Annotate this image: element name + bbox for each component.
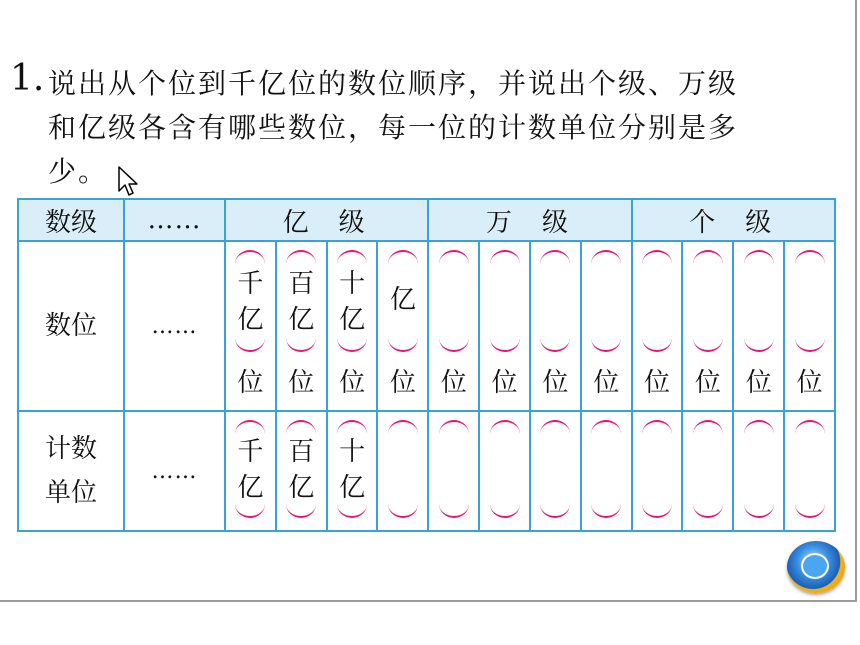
close-bracket-mark <box>286 504 316 518</box>
counting-unit-cell <box>377 411 428 531</box>
counting-unit-label-line: 单位 <box>44 478 97 508</box>
digit-place-suffix: 位 <box>694 368 721 398</box>
digit-place-cell <box>682 241 733 411</box>
place-value-table <box>17 198 836 532</box>
close-bracket-mark <box>744 338 774 352</box>
open-bracket-mark <box>337 420 367 434</box>
header-ellipsis: …… <box>124 199 225 241</box>
close-bracket-mark <box>795 338 825 352</box>
question-line-1: 说出从个位到千亿位的数位顺序，并说出个级、万级 <box>48 67 739 100</box>
counting-unit-bracket <box>531 412 580 530</box>
close-bracket-mark <box>388 338 418 352</box>
digit-place-suffix: 位 <box>389 368 416 398</box>
counting-unit-ellipsis: …… <box>124 411 225 531</box>
close-bracket-mark <box>591 338 621 352</box>
digit-place-bracket <box>785 242 834 410</box>
digit-place-suffix: 位 <box>440 368 467 398</box>
open-bracket-mark <box>439 250 469 264</box>
close-bracket-mark <box>540 504 570 518</box>
digit-place-cell <box>784 241 835 411</box>
digit-place-cell <box>733 241 784 411</box>
counting-unit-bracket <box>683 412 732 530</box>
close-bracket-mark <box>235 338 265 352</box>
counting-unit-label <box>18 411 124 531</box>
counting-unit-cell <box>479 411 530 531</box>
open-bracket-mark <box>337 250 367 264</box>
digit-place-suffix: 位 <box>339 368 366 398</box>
header-wan-level: 万级 <box>428 199 631 241</box>
open-bracket-mark <box>540 250 570 264</box>
digit-place-suffix: 位 <box>644 368 671 398</box>
counting-unit-bracket <box>328 412 377 530</box>
digit-place-suffix: 位 <box>288 368 315 398</box>
close-bracket-mark <box>795 504 825 518</box>
digit-place-text: 亿 <box>389 285 416 315</box>
counting-unit-bracket <box>480 412 529 530</box>
question-line-2: 和亿级各含有哪些数位，每一位的计数单位分别是多 <box>48 111 739 144</box>
open-bracket-mark <box>540 420 570 434</box>
digit-place-cell <box>428 241 479 411</box>
open-bracket-mark <box>642 250 672 264</box>
close-bracket-mark <box>642 338 672 352</box>
counting-unit-text: 百 亿 <box>288 437 315 503</box>
open-bracket-mark <box>795 420 825 434</box>
digit-place-text: 千 亿 <box>237 269 264 335</box>
close-bracket-mark <box>642 504 672 518</box>
open-bracket-mark <box>490 250 520 264</box>
digit-place-cell <box>530 241 581 411</box>
close-bracket-mark <box>744 504 774 518</box>
open-bracket-mark <box>286 250 316 264</box>
close-bracket-mark <box>439 338 469 352</box>
question-line-3: 少。 <box>48 155 109 188</box>
close-bracket-mark <box>693 504 723 518</box>
header-yi-level: 亿级 <box>225 199 428 241</box>
digit-place-text: 十 亿 <box>339 269 366 335</box>
counting-unit-bracket <box>785 412 834 530</box>
digit-place-suffix: 位 <box>745 368 772 398</box>
open-bracket-mark <box>642 420 672 434</box>
digit-place-suffix: 位 <box>542 368 569 398</box>
digit-place-label: 数位 <box>18 241 124 411</box>
digit-place-bracket <box>582 242 631 410</box>
counting-unit-cell <box>327 411 378 531</box>
open-bracket-mark <box>439 420 469 434</box>
next-page-orb-icon[interactable] <box>787 541 845 593</box>
counting-unit-cell <box>784 411 835 531</box>
open-bracket-mark <box>795 250 825 264</box>
counting-unit-bracket <box>277 412 326 530</box>
open-bracket-mark <box>591 420 621 434</box>
mouse-pointer-icon <box>118 166 138 198</box>
digit-place-suffix: 位 <box>237 368 264 398</box>
open-bracket-mark <box>591 250 621 264</box>
counting-unit-bracket <box>378 412 427 530</box>
close-bracket-mark <box>439 504 469 518</box>
digit-place-suffix: 位 <box>593 368 620 398</box>
counting-unit-text: 千 亿 <box>237 437 264 503</box>
counting-unit-bracket <box>429 412 478 530</box>
counting-unit-text: 十 亿 <box>339 437 366 503</box>
close-bracket-mark <box>286 338 316 352</box>
digit-place-cell <box>377 241 428 411</box>
counting-unit-cell <box>428 411 479 531</box>
open-bracket-mark <box>235 420 265 434</box>
close-bracket-mark <box>337 338 367 352</box>
close-bracket-mark <box>337 504 367 518</box>
counting-unit-bracket <box>582 412 631 530</box>
open-bracket-mark <box>286 420 316 434</box>
digit-place-bracket <box>328 242 377 410</box>
close-bracket-mark <box>235 504 265 518</box>
digit-place-cell <box>225 241 276 411</box>
digit-place-bracket <box>531 242 580 410</box>
digit-place-bracket <box>734 242 783 410</box>
digit-place-cell <box>276 241 327 411</box>
close-bracket-mark <box>591 504 621 518</box>
digit-place-bracket <box>633 242 682 410</box>
digit-place-text: 百 亿 <box>288 269 315 335</box>
digit-place-cell <box>479 241 530 411</box>
close-bracket-mark <box>540 338 570 352</box>
counting-unit-bracket <box>734 412 783 530</box>
counting-unit-cell <box>682 411 733 531</box>
counting-unit-label-line: 计数 <box>44 434 97 464</box>
digit-place-ellipsis: …… <box>124 241 225 411</box>
counting-unit-cell <box>530 411 581 531</box>
digit-place-cell <box>632 241 683 411</box>
open-bracket-mark <box>693 420 723 434</box>
counting-unit-row <box>18 411 835 531</box>
header-level-label: 数级 <box>18 199 124 241</box>
close-bracket-mark <box>388 504 418 518</box>
digit-place-suffix: 位 <box>796 368 823 398</box>
digit-place-bracket <box>683 242 732 410</box>
counting-unit-cell <box>276 411 327 531</box>
open-bracket-mark <box>388 420 418 434</box>
open-bracket-mark <box>235 250 265 264</box>
open-bracket-mark <box>490 420 520 434</box>
open-bracket-mark <box>388 250 418 264</box>
open-bracket-mark <box>744 250 774 264</box>
close-bracket-mark <box>693 338 723 352</box>
header-ge-level: 个级 <box>632 199 835 241</box>
counting-unit-cell <box>632 411 683 531</box>
question-number: 1. <box>10 58 45 99</box>
digit-place-bracket <box>480 242 529 410</box>
counting-unit-bracket <box>226 412 275 530</box>
counting-unit-cell <box>581 411 632 531</box>
digit-place-bracket <box>378 242 427 410</box>
open-bracket-mark <box>693 250 723 264</box>
header-row <box>18 199 835 241</box>
orb-center <box>801 553 829 579</box>
counting-unit-cell <box>225 411 276 531</box>
close-bracket-mark <box>490 504 520 518</box>
digit-place-suffix: 位 <box>491 368 518 398</box>
counting-unit-cell <box>733 411 784 531</box>
close-bracket-mark <box>490 338 520 352</box>
counting-unit-bracket <box>633 412 682 530</box>
digit-place-bracket <box>429 242 478 410</box>
digit-place-cell <box>327 241 378 411</box>
open-bracket-mark <box>744 420 774 434</box>
digit-place-cell <box>581 241 632 411</box>
digit-place-bracket <box>277 242 326 410</box>
digit-place-row <box>18 241 835 411</box>
digit-place-bracket <box>226 242 275 410</box>
